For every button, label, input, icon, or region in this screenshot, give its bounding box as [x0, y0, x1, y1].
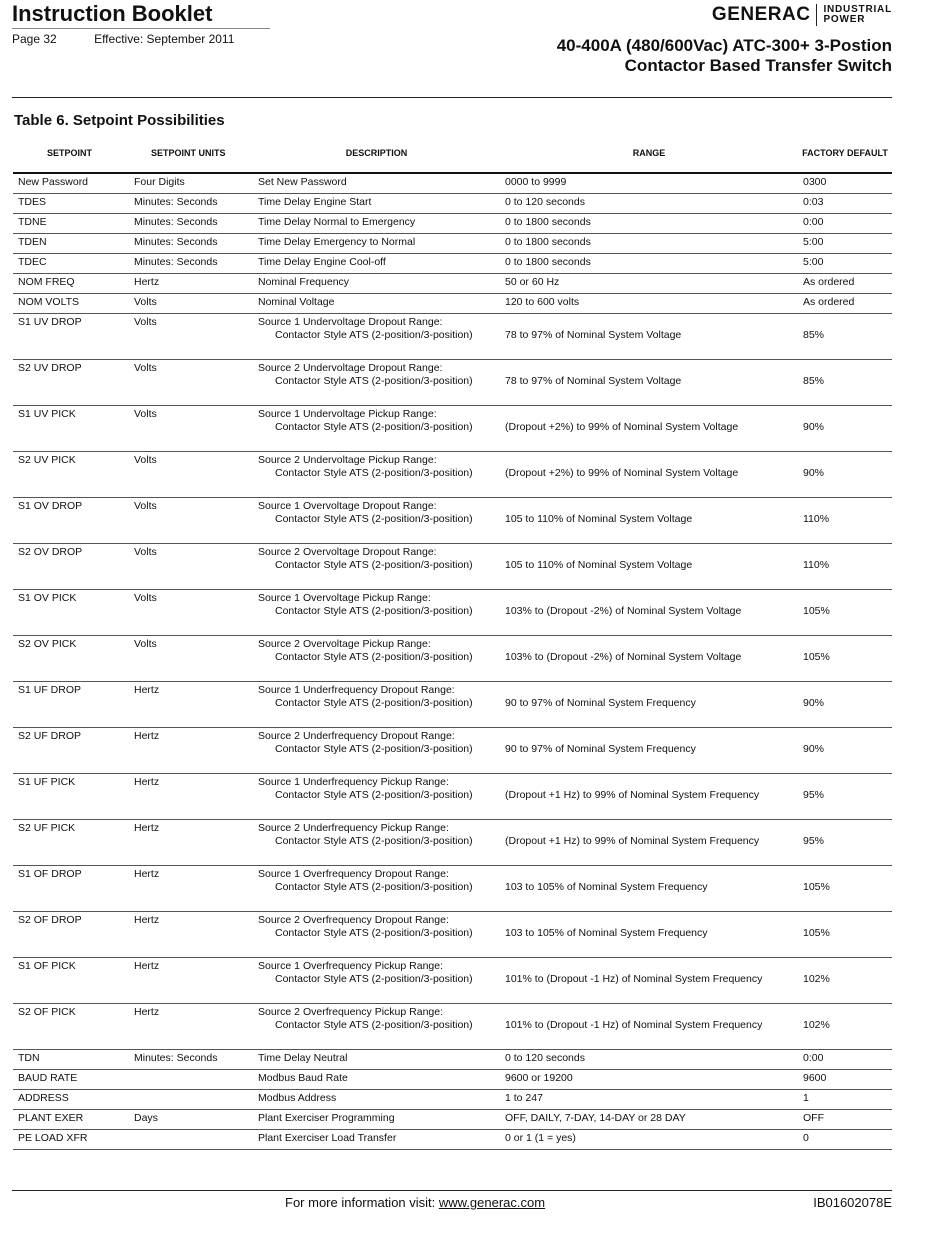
units-cell: Volts: [129, 452, 253, 498]
default-cell: 0300: [798, 173, 892, 194]
setpoint-cell: S2 OV PICK: [13, 636, 129, 682]
range-cell: 105 to 110% of Nominal System Voltage: [500, 544, 798, 590]
booklet-title: Instruction Booklet: [12, 1, 213, 26]
range-cell: 103 to 105% of Nominal System Frequency: [500, 912, 798, 958]
default-cell: 102%: [798, 1004, 892, 1050]
description-line: Source 2 Undervoltage Dropout Range:: [258, 362, 443, 374]
range-cell: 0000 to 9999: [500, 173, 798, 194]
table-row: [13, 294, 892, 314]
description-cell: [253, 214, 500, 234]
range-cell: 1 to 247: [500, 1090, 798, 1110]
description-line: Source 2 Overfrequency Pickup Range:: [258, 1006, 444, 1018]
description-subline: Contactor Style ATS (2-position/3-position): [275, 651, 473, 663]
table-row: [13, 360, 892, 406]
units-cell: Volts: [129, 636, 253, 682]
description-line: Source 1 Overfrequency Dropout Range:: [258, 868, 449, 880]
description-cell: [253, 820, 500, 866]
description-subline: Contactor Style ATS (2-position/3-position): [275, 789, 473, 801]
description-cell: [253, 1070, 500, 1090]
range-cell: (Dropout +1 Hz) to 99% of Nominal System Frequency: [500, 820, 798, 866]
table-row: [13, 1050, 892, 1070]
default-cell: As ordered: [798, 274, 892, 294]
setpoint-cell: PE LOAD XFR: [13, 1130, 129, 1150]
description-cell: [253, 774, 500, 820]
description-line: Source 2 Underfrequency Pickup Range:: [258, 822, 449, 834]
default-cell: 102%: [798, 958, 892, 1004]
default-cell: 90%: [798, 728, 892, 774]
setpoint-cell: ADDRESS: [13, 1090, 129, 1110]
range-cell: 101% to (Dropout -1 Hz) of Nominal System Frequency: [500, 958, 798, 1004]
table-row: [13, 314, 892, 360]
description-line: Time Delay Emergency to Normal: [258, 236, 416, 248]
range-cell: 90 to 97% of Nominal System Frequency: [500, 682, 798, 728]
description-cell: [253, 498, 500, 544]
units-cell: Volts: [129, 294, 253, 314]
default-cell: 85%: [798, 360, 892, 406]
range-cell: 103% to (Dropout -2%) of Nominal System Voltage: [500, 590, 798, 636]
default-cell: 105%: [798, 590, 892, 636]
default-cell: 95%: [798, 774, 892, 820]
description-line: Time Delay Engine Start: [258, 196, 372, 208]
units-cell: Volts: [129, 544, 253, 590]
description-line: Modbus Baud Rate: [258, 1072, 348, 1084]
setpoint-cell: NOM FREQ: [13, 274, 129, 294]
footer-info: [285, 1195, 545, 1210]
description-cell: [253, 406, 500, 452]
header-divider: [12, 97, 892, 98]
description-line: Nominal Frequency: [258, 276, 350, 288]
table-row: [13, 958, 892, 1004]
default-cell: 105%: [798, 912, 892, 958]
table-header-row: [13, 144, 892, 173]
document-title-line-1: 40-400A (480/600Vac) ATC-300+ 3-Postion: [556, 36, 892, 55]
description-cell: [253, 234, 500, 254]
description-cell: [253, 636, 500, 682]
setpoint-table: [13, 144, 892, 1150]
description-subline: Contactor Style ATS (2-position/3-position): [275, 1019, 473, 1031]
table-row: [13, 274, 892, 294]
default-cell: 1: [798, 1090, 892, 1110]
description-line: Source 1 Overvoltage Dropout Range:: [258, 500, 437, 512]
default-cell: As ordered: [798, 294, 892, 314]
units-cell: Minutes: Seconds: [129, 234, 253, 254]
units-cell: Volts: [129, 314, 253, 360]
units-cell: Minutes: Seconds: [129, 1050, 253, 1070]
table-row: [13, 498, 892, 544]
range-cell: (Dropout +2%) to 99% of Nominal System Voltage: [500, 406, 798, 452]
range-cell: 9600 or 19200: [500, 1070, 798, 1090]
setpoint-cell: S1 UV PICK: [13, 406, 129, 452]
description-subline: Contactor Style ATS (2-position/3-position): [275, 973, 473, 985]
table-row: [13, 590, 892, 636]
description-line: Plant Exerciser Programming: [258, 1112, 395, 1124]
range-cell: 103 to 105% of Nominal System Frequency: [500, 866, 798, 912]
table-row: [13, 544, 892, 590]
range-cell: 103% to (Dropout -2%) of Nominal System Voltage: [500, 636, 798, 682]
table-row: [13, 912, 892, 958]
effective-date: Effective: September 2011: [94, 32, 235, 46]
units-cell: Volts: [129, 590, 253, 636]
page-number: Page 32: [12, 32, 57, 46]
setpoint-cell: S1 OV PICK: [13, 590, 129, 636]
description-subline: Contactor Style ATS (2-position/3-position): [275, 467, 473, 479]
setpoint-cell: S1 UV DROP: [13, 314, 129, 360]
description-cell: [253, 1130, 500, 1150]
units-cell: [129, 1130, 253, 1150]
page-meta: [12, 32, 270, 46]
table-row: [13, 1090, 892, 1110]
description-line: Source 1 Undervoltage Pickup Range:: [258, 408, 437, 420]
description-subline: Contactor Style ATS (2-position/3-position): [275, 743, 473, 755]
setpoint-cell: PLANT EXER: [13, 1110, 129, 1130]
logo-sub-line-1: INDUSTRIAL: [823, 4, 892, 15]
description-cell: [253, 1090, 500, 1110]
table-row: [13, 1110, 892, 1130]
range-cell: OFF, DAILY, 7-DAY, 14-DAY or 28 DAY: [500, 1110, 798, 1130]
default-cell: 5:00: [798, 254, 892, 274]
table-title: Table 6. Setpoint Possibilities: [14, 112, 225, 129]
description-line: Source 1 Overfrequency Pickup Range:: [258, 960, 444, 972]
setpoint-cell: TDN: [13, 1050, 129, 1070]
description-line: Source 2 Underfrequency Dropout Range:: [258, 730, 455, 742]
default-cell: 105%: [798, 636, 892, 682]
units-cell: Minutes: Seconds: [129, 214, 253, 234]
header-title-rule: [12, 28, 270, 29]
default-cell: 90%: [798, 452, 892, 498]
description-cell: [253, 360, 500, 406]
setpoint-cell: S1 OF PICK: [13, 958, 129, 1004]
setpoint-cell: S1 UF DROP: [13, 682, 129, 728]
logo-wordmark: GENERAC: [711, 4, 811, 25]
description-cell: [253, 274, 500, 294]
description-line: Source 1 Overvoltage Pickup Range:: [258, 592, 431, 604]
setpoint-cell: TDES: [13, 194, 129, 214]
description-subline: Contactor Style ATS (2-position/3-position): [275, 881, 473, 893]
description-subline: Contactor Style ATS (2-position/3-position): [275, 375, 473, 387]
table-row: [13, 173, 892, 194]
default-cell: 90%: [798, 406, 892, 452]
description-line: Source 1 Underfrequency Pickup Range:: [258, 776, 449, 788]
description-subline: Contactor Style ATS (2-position/3-position): [275, 927, 473, 939]
table-row: [13, 254, 892, 274]
logo-divider: [816, 4, 817, 26]
description-subline: Contactor Style ATS (2-position/3-position): [275, 697, 473, 709]
setpoint-cell: S2 UF DROP: [13, 728, 129, 774]
units-cell: Volts: [129, 498, 253, 544]
table-row: [13, 1070, 892, 1090]
column-header-units: SETPOINT UNITS: [151, 148, 226, 158]
description-cell: [253, 912, 500, 958]
default-cell: 110%: [798, 498, 892, 544]
range-cell: (Dropout +2%) to 99% of Nominal System Voltage: [500, 452, 798, 498]
description-cell: [253, 173, 500, 194]
setpoint-cell: S1 OV DROP: [13, 498, 129, 544]
setpoint-cell: S2 UV PICK: [13, 452, 129, 498]
setpoint-cell: S1 OF DROP: [13, 866, 129, 912]
description-line: Nominal Voltage: [258, 296, 335, 308]
range-cell: 0 to 120 seconds: [500, 194, 798, 214]
header-left: [12, 0, 270, 46]
description-cell: [253, 452, 500, 498]
setpoint-cell: New Password: [13, 173, 129, 194]
footer-prefix: For more information visit:: [285, 1195, 439, 1210]
units-cell: Hertz: [129, 682, 253, 728]
range-cell: 101% to (Dropout -1 Hz) of Nominal System Frequency: [500, 1004, 798, 1050]
default-cell: 5:00: [798, 234, 892, 254]
range-cell: 90 to 97% of Nominal System Frequency: [500, 728, 798, 774]
range-cell: 50 or 60 Hz: [500, 274, 798, 294]
description-subline: Contactor Style ATS (2-position/3-position): [275, 605, 473, 617]
description-cell: [253, 682, 500, 728]
units-cell: Hertz: [129, 912, 253, 958]
footer-divider: [12, 1190, 892, 1191]
table-row: [13, 406, 892, 452]
description-cell: [253, 254, 500, 274]
units-cell: Days: [129, 1110, 253, 1130]
units-cell: [129, 1090, 253, 1110]
range-cell: 120 to 600 volts: [500, 294, 798, 314]
default-cell: 0:03: [798, 194, 892, 214]
description-line: Source 1 Undervoltage Dropout Range:: [258, 316, 443, 328]
range-cell: 0 to 1800 seconds: [500, 254, 798, 274]
setpoint-cell: S2 OF PICK: [13, 1004, 129, 1050]
setpoint-cell: S2 UF PICK: [13, 820, 129, 866]
units-cell: [129, 1070, 253, 1090]
table-row: [13, 452, 892, 498]
range-cell: 78 to 97% of Nominal System Voltage: [500, 314, 798, 360]
default-cell: 9600: [798, 1070, 892, 1090]
units-cell: Volts: [129, 406, 253, 452]
description-cell: [253, 314, 500, 360]
units-cell: Hertz: [129, 820, 253, 866]
description-cell: [253, 1004, 500, 1050]
range-cell: (Dropout +1 Hz) to 99% of Nominal System Frequency: [500, 774, 798, 820]
description-subline: Contactor Style ATS (2-position/3-position): [275, 835, 473, 847]
description-cell: [253, 866, 500, 912]
description-line: Set New Password: [258, 176, 347, 188]
setpoint-cell: S2 UV DROP: [13, 360, 129, 406]
description-line: Source 2 Overvoltage Pickup Range:: [258, 638, 431, 650]
description-cell: [253, 194, 500, 214]
description-line: Time Delay Engine Cool-off: [258, 256, 386, 268]
description-line: Time Delay Neutral: [258, 1052, 348, 1064]
logo-subtitle: [823, 5, 892, 25]
default-cell: OFF: [798, 1110, 892, 1130]
description-line: Modbus Address: [258, 1092, 337, 1104]
table-row: [13, 1130, 892, 1150]
description-subline: Contactor Style ATS (2-position/3-position): [275, 421, 473, 433]
table-row: [13, 1004, 892, 1050]
range-cell: 105 to 110% of Nominal System Voltage: [500, 498, 798, 544]
table-row: [13, 774, 892, 820]
table-row: [13, 682, 892, 728]
description-line: Source 2 Overvoltage Dropout Range:: [258, 546, 437, 558]
units-cell: Four Digits: [129, 173, 253, 194]
description-line: Source 1 Underfrequency Dropout Range:: [258, 684, 455, 696]
setpoint-cell: BAUD RATE: [13, 1070, 129, 1090]
description-cell: [253, 294, 500, 314]
document-title-line-2: Contactor Based Transfer Switch: [624, 56, 892, 75]
range-cell: 0 to 1800 seconds: [500, 234, 798, 254]
table-row: [13, 866, 892, 912]
default-cell: 110%: [798, 544, 892, 590]
website-link[interactable]: www.generac.com: [438, 1195, 546, 1210]
units-cell: Hertz: [129, 958, 253, 1004]
description-subline: Contactor Style ATS (2-position/3-position): [275, 329, 473, 341]
units-cell: Hertz: [129, 866, 253, 912]
default-cell: 90%: [798, 682, 892, 728]
table-row: [13, 820, 892, 866]
default-cell: 85%: [798, 314, 892, 360]
column-header-description: DESCRIPTION: [345, 148, 408, 158]
units-cell: Minutes: Seconds: [129, 254, 253, 274]
table-row: [13, 636, 892, 682]
default-cell: 0:00: [798, 1050, 892, 1070]
description-cell: [253, 590, 500, 636]
setpoint-cell: TDNE: [13, 214, 129, 234]
table-row: [13, 728, 892, 774]
default-cell: 0: [798, 1130, 892, 1150]
document-number: IB01602078E: [813, 1195, 892, 1210]
description-cell: [253, 958, 500, 1004]
column-header-default: FACTORY DEFAULT: [802, 148, 888, 158]
default-cell: 105%: [798, 866, 892, 912]
units-cell: Hertz: [129, 774, 253, 820]
units-cell: Hertz: [129, 1004, 253, 1050]
range-cell: 78 to 97% of Nominal System Voltage: [500, 360, 798, 406]
description-cell: [253, 544, 500, 590]
description-cell: [253, 1050, 500, 1070]
setpoint-cell: NOM VOLTS: [13, 294, 129, 314]
description-line: Time Delay Normal to Emergency: [258, 216, 416, 228]
description-subline: Contactor Style ATS (2-position/3-position): [275, 513, 473, 525]
column-header-range: RANGE: [632, 148, 666, 158]
description-subline: Contactor Style ATS (2-position/3-position): [275, 559, 473, 571]
table-row: [13, 214, 892, 234]
default-cell: 0:00: [798, 214, 892, 234]
document-title: [557, 36, 892, 76]
table-row: [13, 234, 892, 254]
range-cell: 0 to 120 seconds: [500, 1050, 798, 1070]
units-cell: Minutes: Seconds: [129, 194, 253, 214]
description-line: Source 2 Undervoltage Pickup Range:: [258, 454, 437, 466]
units-cell: Hertz: [129, 728, 253, 774]
table-body: [13, 173, 892, 1150]
setpoint-table-container: [13, 144, 892, 1150]
description-line: Source 2 Overfrequency Dropout Range:: [258, 914, 449, 926]
description-cell: [253, 728, 500, 774]
setpoint-cell: TDEN: [13, 234, 129, 254]
default-cell: 95%: [798, 820, 892, 866]
setpoint-cell: TDEC: [13, 254, 129, 274]
setpoint-cell: S2 OF DROP: [13, 912, 129, 958]
description-cell: [253, 1110, 500, 1130]
units-cell: Hertz: [129, 274, 253, 294]
description-line: Plant Exerciser Load Transfer: [258, 1132, 397, 1144]
logo-sub-line-2: POWER: [823, 14, 866, 25]
range-cell: 0 to 1800 seconds: [500, 214, 798, 234]
units-cell: Volts: [129, 360, 253, 406]
column-header-setpoint: SETPOINT: [47, 148, 93, 158]
setpoint-cell: S2 OV DROP: [13, 544, 129, 590]
setpoint-cell: S1 UF PICK: [13, 774, 129, 820]
table-row: [13, 194, 892, 214]
range-cell: 0 or 1 (1 = yes): [500, 1130, 798, 1150]
generac-logo: [712, 4, 892, 26]
